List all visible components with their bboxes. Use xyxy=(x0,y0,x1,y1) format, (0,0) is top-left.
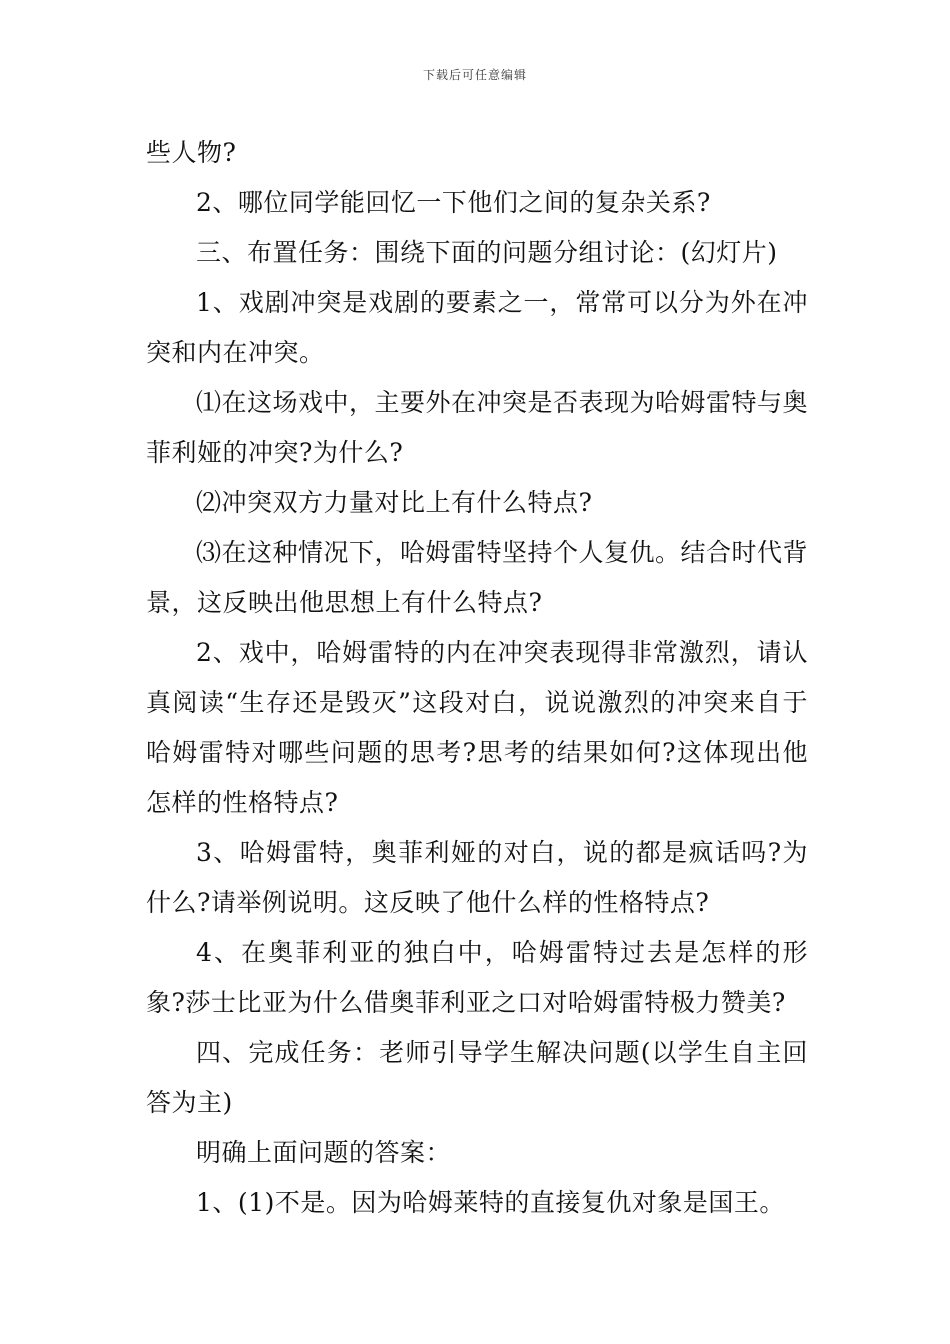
paragraph-task-3: 3、哈姆雷特，奥菲利娅的对白，说的都是疯话吗?为什么?请举例说明。这反映了他什么样的性格特点? xyxy=(146,838,808,917)
paragraph-section-4: 四、完成任务：老师引导学生解决问题(以学生自主回答为主) xyxy=(146,1038,808,1117)
paragraph-task-1-sub-3: ⑶在这种情况下，哈姆雷特坚持个人复仇。结合时代背景，这反映出他思想上有什么特点? xyxy=(146,538,809,617)
header-note: 下载后可任意编辑 xyxy=(422,68,527,82)
paragraph-task-1-sub-2: ⑵冲突双方力量对比上有什么特点? xyxy=(196,488,593,517)
paragraph-section-3: 三、布置任务：围绕下面的问题分组讨论：(幻灯片) xyxy=(196,238,778,267)
paragraph-question-2: 2、哪位同学能回忆一下他们之间的复杂关系? xyxy=(196,188,711,217)
paragraph-task-4: 4、在奥菲利亚的独白中，哈姆雷特过去是怎样的形象?莎士比亚为什么借奥菲利亚之口对哈姆雷特极力赞美? xyxy=(146,938,808,1017)
paragraph-task-1: 1、戏剧冲突是戏剧的要素之一，常常可以分为外在冲突和内在冲突。 xyxy=(146,288,808,367)
paragraph-answers-heading: 明确上面问题的答案： xyxy=(196,1138,452,1167)
paragraph-continuation: 些人物? xyxy=(146,138,237,167)
paragraph-task-2: 2、戏中，哈姆雷特的内在冲突表现得非常激烈，请认真阅读“生存还是毁灭”这段对白，说说激烈的冲突来自于哈姆雷特对哪些问题的思考?思考的结果如何?这体现出他怎样的性格特点? xyxy=(146,638,808,817)
paragraph-answer-1: 1、(1)不是。因为哈姆莱特的直接复仇对象是国王。 xyxy=(196,1188,785,1217)
paragraph-task-1-sub-1: ⑴在这场戏中，主要外在冲突是否表现为哈姆雷特与奥菲利娅的冲突?为什么? xyxy=(146,388,809,467)
document-body xyxy=(146,128,808,1228)
